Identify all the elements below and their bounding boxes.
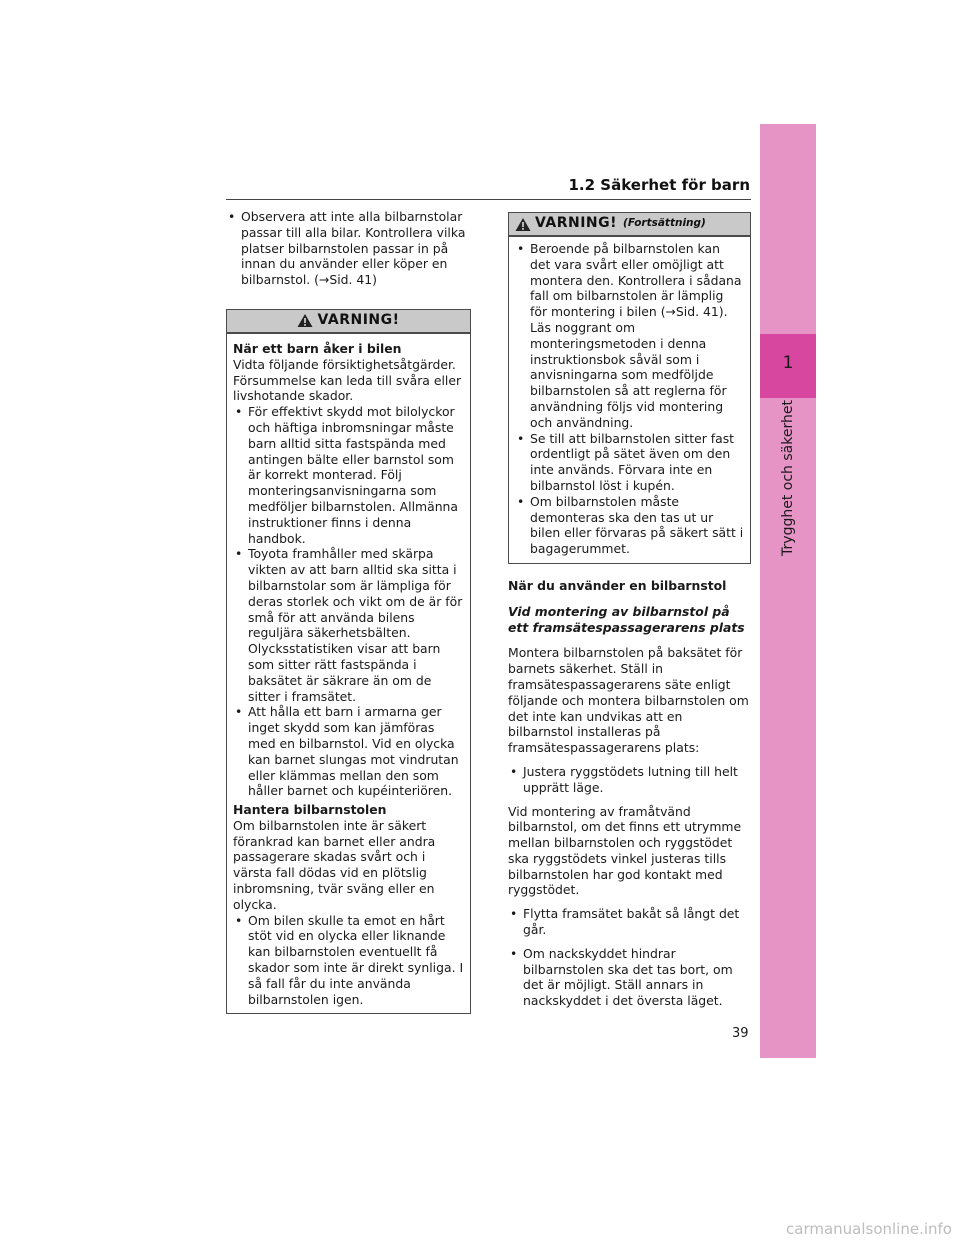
warning-body xyxy=(509,237,750,563)
header-rule xyxy=(226,199,751,200)
warning-heading-2: Hantera bilbarnstolen xyxy=(233,802,387,818)
list-item: • Justera ryggstödets lutning till helt upprätt läge. xyxy=(508,764,751,796)
list-item: • Om bilen skulle ta emot en hårt stöt vid en olycka eller liknande kan bilbarnstolen eventuellt få skador som inte är direkt synliga. I så fall får du inte använda bilbarnstolen igen. xyxy=(233,913,464,1008)
page-number: 39 xyxy=(732,1026,749,1041)
list-item: • Att hålla ett barn i armarna ger inget skydd som kan jämföras med en bilbarnstol. Vid en olycka kan barnet slungas mot vindrutan eller klämmas mellan den som håller barnet och kupéinteriören. xyxy=(233,704,464,799)
warning-heading-1: När ett barn åker i bilen xyxy=(233,340,402,356)
paragraph: Vid montering av framåtvänd bilbarnstol, om det finns ett utrymme mellan bilbarnstolen och ryggstödet ska ryggstödets vinkel justeras tills bilbarnstolen har god kontakt med ryggstödet. xyxy=(508,803,742,898)
section-heading: När du använder en bilbarnstol xyxy=(508,577,727,593)
warning-paragraph-1: Vidta följande försiktighetsåtgärder. Försummelse kan leda till svåra eller livshotande skador. xyxy=(233,356,462,404)
list-item: • Flytta framsätet bakåt så långt det går. xyxy=(508,906,751,938)
paragraph: Montera bilbarnstolen på baksätet för barnets säkerhet. Ställ in framsätespassagerarens säte enligt följande och montera bilbarnstolen om det inte kan undvikas att en bilbarnstol installeras på framsätespassagerarens plats: xyxy=(508,645,749,756)
list-item: • Om nackskyddet hindrar bilbarnstolen ska det tas bort, om det är möjligt. Ställ annars in nackskyddet i det översta läget. xyxy=(508,946,751,1009)
list-item: • För effektivt skydd mot bilolyckor och häftiga inbromsningar måste barn alltid sitta fastspända med antingen bälte eller barnstol som är korrekt monterad. Följ monteringsanvisningarna som medföljer bilbarnstolen. Allmänna instruktioner finns i denna handbok. xyxy=(233,404,464,546)
list-item: • Se till att bilbarnstolen sitter fast ordentligt på sätet även om den inte används. Förvara inte en bilbarnstol löst i kupén. xyxy=(515,431,744,494)
warning-title: VARNING! xyxy=(535,215,618,232)
section-title: 1.2 Säkerhet för barn xyxy=(568,176,750,194)
warning-paragraph-2: Om bilbarnstolen inte är säkert förankrad kan barnet eller andra passagerare skadas svårt och i värsta fall dödas vid en plötslig inbromsning, tvär sväng eller en olycka. xyxy=(233,817,436,912)
watermark: carmanualsonline.info xyxy=(786,1220,952,1238)
list-item: • Toyota framhåller med skärpa vikten av att barn alltid ska sitta i bilbarnstolar som är lämpliga för deras storlek och vikt om de är för små för att använda bilens reguljära säkerhetsbälten. Olycksstatistiken visar att barn som sitter rätt fastspända i baksätet är säkrare än om de sitter i framsätet. xyxy=(233,546,464,704)
chapter-label: Trygghet och säkerhet xyxy=(780,400,796,556)
warning-continued-label: (Fortsättning) xyxy=(623,217,706,230)
chapter-tab xyxy=(760,124,816,1058)
warning-header xyxy=(227,310,470,334)
warning-box-right xyxy=(508,212,751,564)
warning-title: VARNING! xyxy=(317,312,400,329)
subsection-heading: Vid montering av bilbarnstol på ett framsätespassagerarens plats xyxy=(508,603,745,635)
chapter-number: 1 xyxy=(782,353,794,373)
list-item: • Beroende på bilbarnstolen kan det vara svårt eller omöjligt att montera den. Kontrollera i sådana fall om bilbarnstolen är lämplig för montering i bilen (→Sid. 41). Läs noggrant om monteringsmetoden i denna instruktionsbok såväl som i anvisningarna som medföljde bilbarnstolen så att reglerna för användning följs vid montering och användning. xyxy=(515,241,744,431)
warning-triangle-icon xyxy=(297,313,313,328)
warning-header-continued xyxy=(509,213,750,237)
right-column xyxy=(508,212,751,1009)
warning-body xyxy=(227,334,470,1013)
list-item: • Om bilbarnstolen måste demonteras ska den tas ut ur bilen eller förvaras på säkert sätt i bagagerummet. xyxy=(515,494,744,557)
warning-box-left xyxy=(226,309,471,1014)
intro-bullet: • Observera att inte alla bilbarnstolar passar till alla bilar. Kontrollera vilka platser bilbarnstolen passar in på innan du använder eller köper en bilbarnstol. (→Sid. 41) xyxy=(226,209,471,288)
warning-triangle-icon xyxy=(515,217,531,232)
left-column xyxy=(226,209,471,1014)
